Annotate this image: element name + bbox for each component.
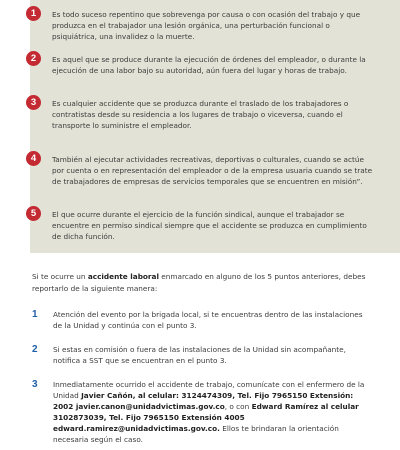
- step-text: [53, 379, 373, 445]
- definition-item: [30, 8, 377, 42]
- intro-text: Si te ocurre un: [32, 272, 88, 281]
- definition-text: Es cualquier accidente que se produzca durante el traslado de los trabajadores o contratistas desde su residencia a los lugares de trabajo o viceversa, cuando el transporte lo suministre el empleador.: [52, 99, 349, 130]
- definition-item: [30, 153, 377, 187]
- number-badge: 2: [26, 51, 41, 66]
- number-badge: 3: [26, 95, 41, 110]
- definition-item: [30, 53, 377, 76]
- contact-edward: Edward Ramírez al celular 3102873039, Tel. Fijo 7965150 Extensión 4005 edward.ramirez@unidadvictimas.gov.co.: [53, 402, 359, 433]
- step-text: Si estas en comisión o fuera de las instalaciones de la Unidad sin acompañante, notifica a SST que se encuentran en el punto 3.: [53, 345, 346, 365]
- contact-javier: Javier Cañón, al celular: 3124474309, Tel. Fijo 7965150 Extensión: 2002 javier.canon@unidadvictimas.gov.co: [53, 391, 354, 411]
- step-number: 3: [32, 379, 38, 390]
- step-text-part: , o con: [224, 402, 252, 411]
- definition-text: Es aquel que se produce durante la ejecución de órdenes del empleador, o durante la ejecución de una labor bajo su autoridad, aún fuera del lugar y horas de trabajo.: [52, 55, 366, 75]
- step-text: Atención del evento por la brigada local, si te encuentras dentro de las instalaciones de la Unidad y continúa con el punto 3.: [53, 310, 363, 330]
- definition-item: [30, 97, 377, 131]
- number-badge: 1: [26, 6, 41, 21]
- number-badge: 5: [26, 206, 41, 221]
- step-text-part: Inmediatamente ocurrido el accidente de trabajo, comunícate con el enfermero de la Unidad: [53, 380, 365, 400]
- intro-highlight: accidente laboral: [87, 272, 159, 281]
- intro-text: enmarcado en alguno de los 5 puntos anteriores, debes reportarlo de la siguiente manera:: [32, 272, 366, 293]
- definition-text: El que ocurre durante el ejercicio de la función sindical, aunque el trabajador se encuentre en permiso sindical siempre que el accidente se produzca en cumplimiento de dicha función.: [52, 210, 367, 241]
- number-badge: 4: [26, 151, 41, 166]
- definition-text: También al ejecutar actividades recreativas, deportivas o culturales, cuando se actúe por cuenta o en representación del empleador o de la empresa usuaria cuando se trate de trabajadores de empresas de servicios temporales que se encuentren en misión”.: [52, 155, 373, 186]
- report-intro: [32, 271, 372, 295]
- step-number: 1: [32, 309, 38, 320]
- definition-text: Es todo suceso repentino que sobrevenga por causa o con ocasión del trabajo y que produzca en el trabajador una lesión orgánica, una perturbación funcional o psiquiátrica, una invalidez o la muerte.: [52, 10, 361, 41]
- step-number: 2: [32, 344, 38, 355]
- step-text-part: Ellos te brindaran la orientación necesaria según el caso.: [53, 424, 339, 444]
- definition-item: [30, 208, 377, 242]
